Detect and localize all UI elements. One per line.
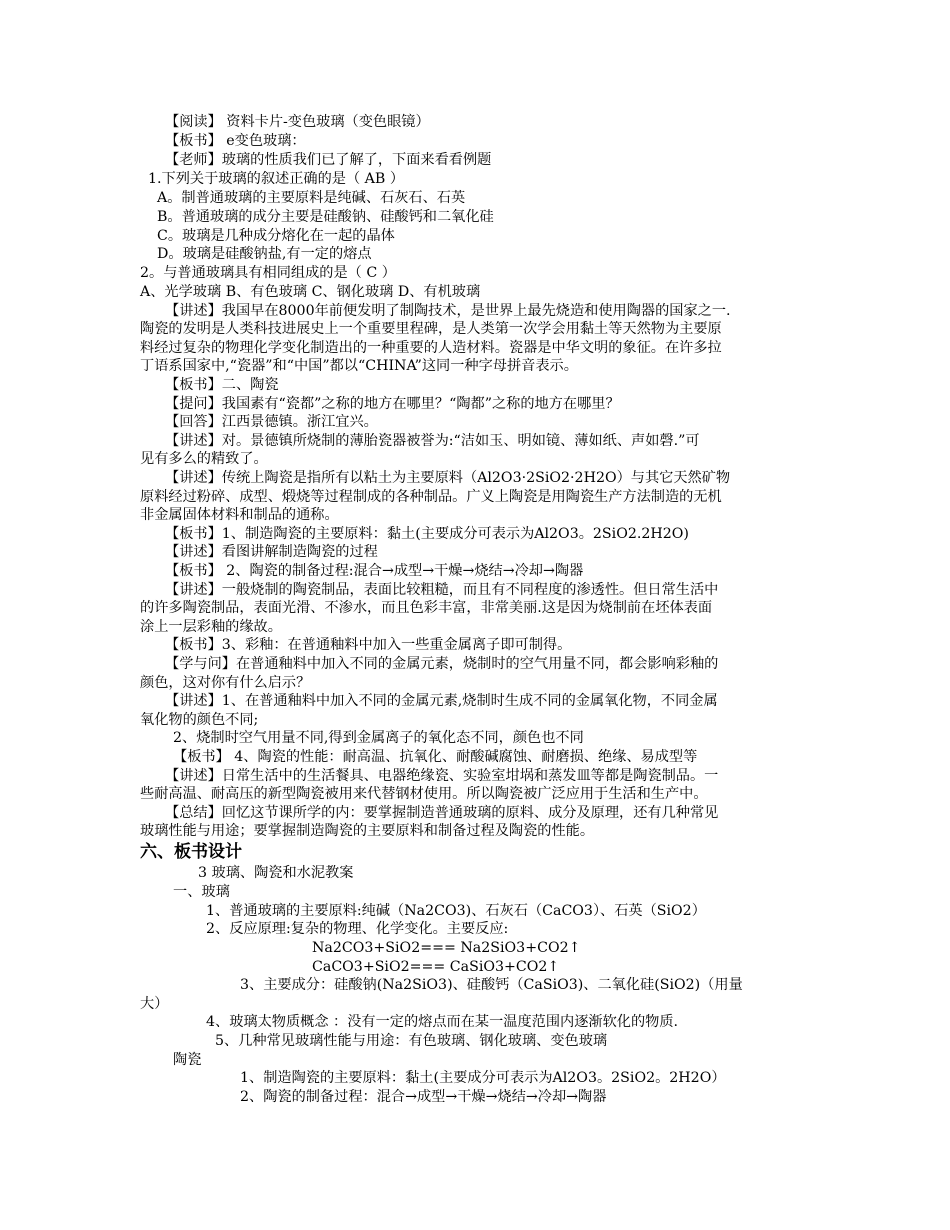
text-line: B。普通玻璃的成分主要是硅酸钠、硅酸钙和二氧化硅 <box>157 209 494 225</box>
text-line: 【总结】回忆这节课所学的内：要掌握制造普通玻璃的原料、成分及原理，还有几种常见 <box>165 805 719 821</box>
text-line: 涂上一层彩釉的缘故。 <box>140 619 282 635</box>
text-line: 2、反应原理:复杂的物理、化学变化。主要反应: <box>206 921 509 937</box>
text-line: 【讲述】对。景德镇所烧制的薄胎瓷器被誉为:“洁如玉、明如镜、薄如纸、声如磬.”可 <box>165 433 700 449</box>
text-line: A、光学玻璃 B、有色玻璃 C、钢化玻璃 D、有机玻璃 <box>140 284 481 300</box>
text-line: 【板书】 e变色玻璃： <box>165 133 306 149</box>
text-line: 2、陶瓷的制备过程：混合→成型→干燥→烧结→冷却→陶器 <box>240 1089 607 1105</box>
text-line: 颜色，这对你有什么启示？ <box>140 675 311 691</box>
text-line: 见有多么的精致了。 <box>140 451 268 467</box>
text-line: 【板书】3、彩釉：在普通釉料中加入一些重金属离子即可制得。 <box>165 637 572 653</box>
text-line: 5、几种常见玻璃性能与用途：有色玻璃、钢化玻璃、变色玻璃 <box>215 1033 608 1049</box>
text-line: 【讲述】日常生活中的生活餐具、电器绝缘瓷、实验室坩埚和蒸发皿等都是陶瓷制品。一 <box>165 768 719 784</box>
text-line: 1.下列关于玻璃的叙述正确的是（ AB ） <box>148 171 405 187</box>
text-line: 3、主要成分：硅酸钠(Na2SiO3)、硅酸钙（CaSiO3)、二氧化硅(SiO2)（用量 <box>240 977 743 993</box>
text-line: 【讲述】我国早在8000年前便发明了制陶技术，是世界上最先烧造和使用陶器的国家之一. <box>165 303 731 319</box>
text-line: 【回答】江西景德镇。浙江宜兴。 <box>165 414 378 430</box>
text-line: 1、普通玻璃的主要原料:纯碱（Na2CO3)、石灰石（CaCO3）、石英（SiO2） <box>206 903 706 919</box>
text-line: 2、烧制时空气用量不同,得到金属离子的氧化态不同，颜色也不同 <box>173 730 584 746</box>
text-line: 陶瓷 <box>173 1052 202 1068</box>
text-line: D。玻璃是硅酸钠盐,有一定的熔点 <box>157 246 372 262</box>
text-line: 非金属固体材料和制品的通称。 <box>140 507 339 523</box>
text-line: 丁语系国家中,“瓷器”和“中国”都以“CHINA”这同一种字母拼音表示。 <box>140 358 578 374</box>
text-line: 【讲述】一般烧制的陶瓷制品，表面比较粗糙，而且有不同程度的渗透性。但日常生活中 <box>165 582 719 598</box>
text-line: 【学与问】在普通釉料中加入不同的金属元素，烧制时的空气用量不同，都会影响彩釉的 <box>165 656 719 672</box>
text-line: 1、制造陶瓷的主要原料：黏土(主要成分可表示为Al2O3。2SiO2。2H2O） <box>240 1070 726 1086</box>
text-line: 一、玻璃 <box>173 884 230 900</box>
text-line: 料经过复杂的物理化学变化制造出的一种重要的人造材料。瓷器是中华文明的象征。在许多拉 <box>140 340 722 356</box>
text-line: 氧化物的颜色不同; <box>140 712 259 728</box>
text-line: 的许多陶瓷制品，表面光滑、不渗水，而且色彩丰富，非常美丽.这是因为烧制前在坯体表面 <box>140 600 713 616</box>
text-line: CaCO3+SiO2=== CaSiO3+CO2↑ <box>312 959 560 975</box>
text-line: 原料经过粉碎、成型、煅烧等过程制成的各种制品。广义上陶瓷是用陶瓷生产方法制造的无机 <box>140 489 722 505</box>
text-line: 【阅读】 资料卡片-变色玻璃（变色眼镜） <box>165 114 430 130</box>
text-line: 【板书】1、制造陶瓷的主要原料：黏土(主要成分可表示为Al2O3。2SiO2.2H2O) <box>165 526 689 542</box>
text-line: 【板书】二、陶瓷 <box>165 377 279 393</box>
text-line: 陶瓷的发明是人类科技进展史上一个重要里程碑，是人类第一次学会用黏土等天然物为主要原 <box>140 321 722 337</box>
text-line: 玻璃性能与用途；要掌握制造陶瓷的主要原料和制备过程及陶瓷的性能。 <box>140 823 595 839</box>
text-line: 2。与普通玻璃具有相同组成的是（ C ） <box>140 265 396 281</box>
text-line: 【提问】我国素有“瓷都”之称的地方在哪里？“陶都”之称的地方在哪里？ <box>165 396 620 412</box>
text-line: 【讲述】看图讲解制造陶瓷的过程 <box>165 544 378 560</box>
text-line: A。制普通玻璃的主要原料是纯碱、石灰石、石英 <box>157 190 466 206</box>
text-line: 【板书】 4、陶瓷的性能：耐高温、抗氧化、耐酸碱腐蚀、耐磨损、绝缘、易成型等 <box>173 749 698 765</box>
text-line: 【讲述】传统上陶瓷是指所有以粘土为主要原料（Al2O3·2SiO2·2H2O）与其它天然矿物 <box>165 470 731 486</box>
text-line: 【讲述】1、在普通釉料中加入不同的金属元素,烧制时生成不同的金属氧化物，不同金属 <box>165 693 718 709</box>
text-line: 【板书】 2、陶瓷的制备过程:混合→成型→干燥→烧结→冷却→陶器 <box>165 563 584 579</box>
text-line: 4、玻璃太物质概念 ：没有一定的熔点而在某一温度范围内逐渐软化的物质. <box>206 1014 679 1030</box>
section-heading: 六、板书设计 <box>140 842 242 862</box>
text-line: 大） <box>140 996 169 1012</box>
text-line: Na2CO3+SiO2=== Na2SiO3+CO2↑ <box>312 940 581 956</box>
text-line: 3 玻璃、陶瓷和水泥教案 <box>198 865 354 881</box>
text-line: 【老师】玻璃的性质我们已了解了，下面来看看例题 <box>165 152 492 168</box>
text-line: 些耐高温、耐高压的新型陶瓷被用来代替钢材使用。所以陶瓷被广泛应用于生活和生产中。 <box>140 786 708 802</box>
text-line: C。玻璃是几种成分熔化在一起的晶体 <box>157 228 395 244</box>
